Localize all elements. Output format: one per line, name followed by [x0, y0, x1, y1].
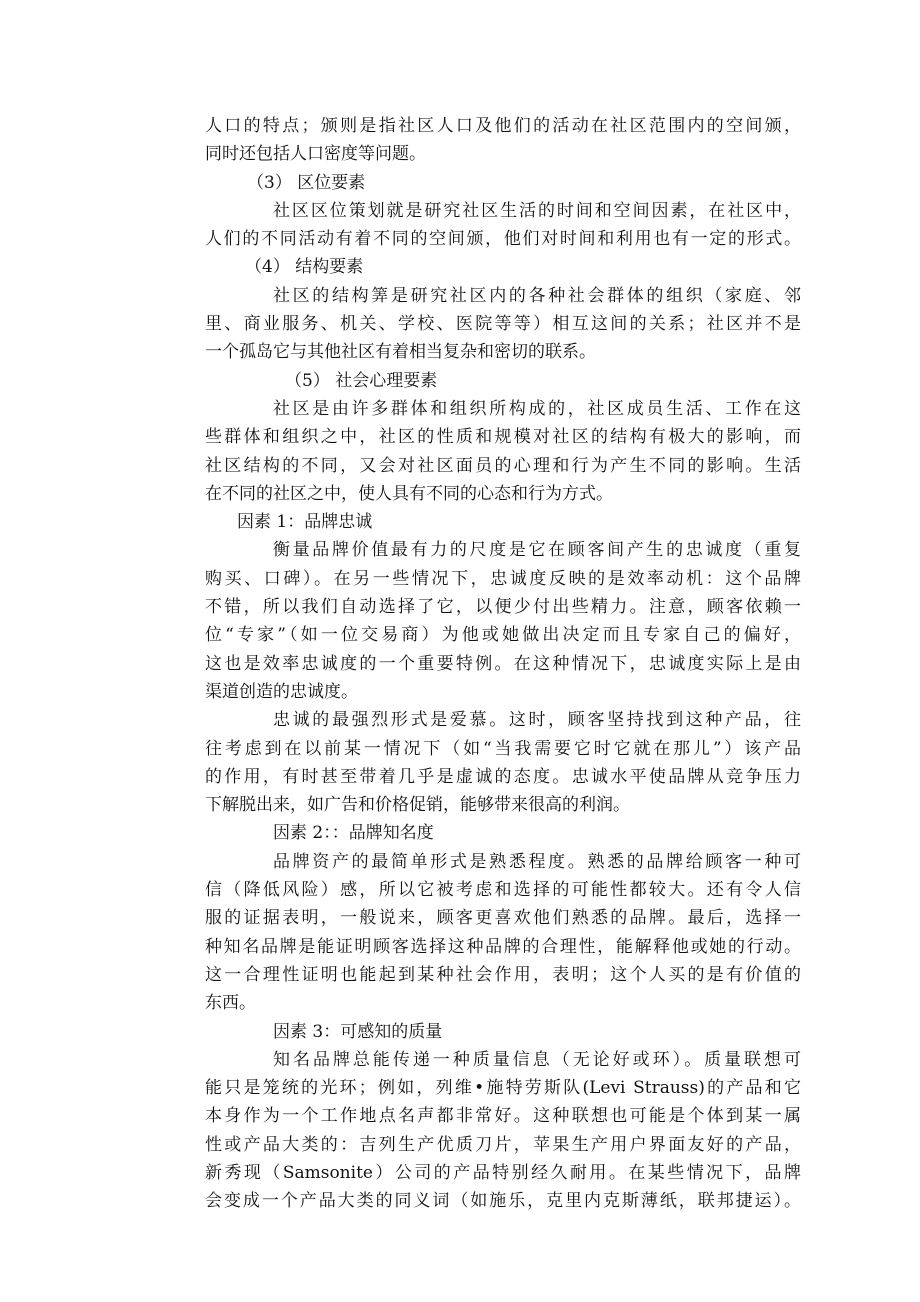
text-line: 社区区位策划就是研究社区生活的时间和空间因素，在社区中，	[273, 200, 801, 221]
text-line: 社区的结构筭是研究社区内的各种社会群体的组织（家庭、邻	[273, 285, 801, 306]
section-heading: （3） 区位要素	[247, 172, 366, 193]
text-line: 里、商业服务、机关、学校、医院等等）相互这间的关系；社区并不是	[205, 314, 801, 335]
text-line: 往考虑到在以前某一情况下（如“当我需要它时它就在那儿”）该产品	[205, 738, 801, 759]
text-line: 人口的特点；颁则是指社区人口及他们的活动在社区范围内的空间颁，	[205, 116, 801, 136]
text-line: 同时还包括人口密度等问题。	[205, 144, 426, 165]
text-line: 社区是由许多群体和组织所构成的，社区成员生活、工作在这	[273, 398, 801, 419]
text-line: 新秀现（Samsonite）公司的产品特别经久耐用。在某些情况下，品牌	[205, 1162, 801, 1183]
text-line: 在不同的社区之中，使人具有不同的心态和行为方式。	[205, 483, 613, 504]
document-body	[205, 112, 801, 1216]
text-line: 些群体和组织之中，社区的性质和规模对社区的结构有极大的影响，而	[205, 427, 801, 448]
text-line: 一个孤岛它与其他社区有着相当复杂和密切的联系。	[205, 342, 596, 363]
text-line: 位“专家”（如一位交易商）为他或她做出决定而且专家自己的偏好，	[205, 625, 801, 646]
text-line: 这也是效率忠诚度的一个重要特例。在这种情况下，忠诚度实际上是由	[205, 653, 801, 674]
text-line: 的作用，有时甚至带着几乎是虚诚的态度。忠诚水平使品牌从竞争压力	[205, 766, 801, 787]
section-heading: （4） 结构要素	[245, 257, 364, 278]
text-line: 能只是笼统的光环；例如，列维•施特劳斯队(Levi Strauss)的产品和它	[205, 1078, 801, 1099]
text-line: 社区结构的不同，又会对社区面员的心理和行为产生不同的影响。生活	[205, 455, 801, 476]
text-line: 衡量品牌价值最有力的尺度是它在顾客间产生的忠诚度（重复	[273, 540, 801, 561]
text-line: 忠诚的最强烈形式是爱慕。这时，顾客坚持找到这种产品，往	[273, 710, 801, 731]
text-line: 这一合理性证明也能起到某种社会作用，表明；这个人买的是有价值的	[205, 964, 801, 985]
text-line: 下解脱出来，如广告和价格促销，能够带来很高的利润。	[205, 795, 630, 816]
text-line: 人们的不同活动有着不同的空间颁，他们对时间和利用也有一定的形式。	[205, 229, 801, 250]
text-line: 渠道创造的忠诚度。	[205, 681, 358, 702]
section-heading: 因素 3：可感知的质量	[273, 1021, 443, 1042]
text-line: 购买、口碑）。在另一些情况下，忠诚度反映的是效率动机：这个品牌	[205, 568, 801, 589]
text-line: 性或产品大类的：吉列生产优质刀片，苹果生产用户界面友好的产品，	[205, 1134, 801, 1155]
text-line: 会变成一个产品大类的同义词（如施乐，克里内克斯薄纸，联邦捷运）。	[205, 1191, 801, 1212]
section-heading: 因素 1：品牌忠诚	[237, 512, 373, 533]
section-heading: （5） 社会心理要素	[285, 370, 438, 391]
text-line: 种知名品牌是能证明顾客选择这种品牌的合理性，能解释他或她的行动。	[205, 936, 801, 957]
text-line: 东西。	[205, 993, 256, 1014]
text-line: 品牌资产的最简单形式是熟悉程度。熟悉的品牌给顾客一种可	[273, 851, 801, 872]
text-line: 服的证据表明，一般说来，顾客更喜欢他们熟悉的品牌。最后，选择一	[205, 908, 801, 929]
text-line: 不错，所以我们自动选择了它，以便少付出些精力。注意，顾客依赖一	[205, 597, 801, 618]
text-line: 知名品牌总能传递一种质量信息（无论好或环）。质量联想可	[273, 1049, 801, 1070]
text-line: 本身作为一个工作地点名声都非常好。这种联想也可能是个体到某一属	[205, 1106, 801, 1127]
text-line: 信（降低风险）感，所以它被考虑和选择的可能性都较大。还有令人信	[205, 880, 801, 901]
section-heading: 因素 2：：品牌知名度	[273, 823, 434, 844]
